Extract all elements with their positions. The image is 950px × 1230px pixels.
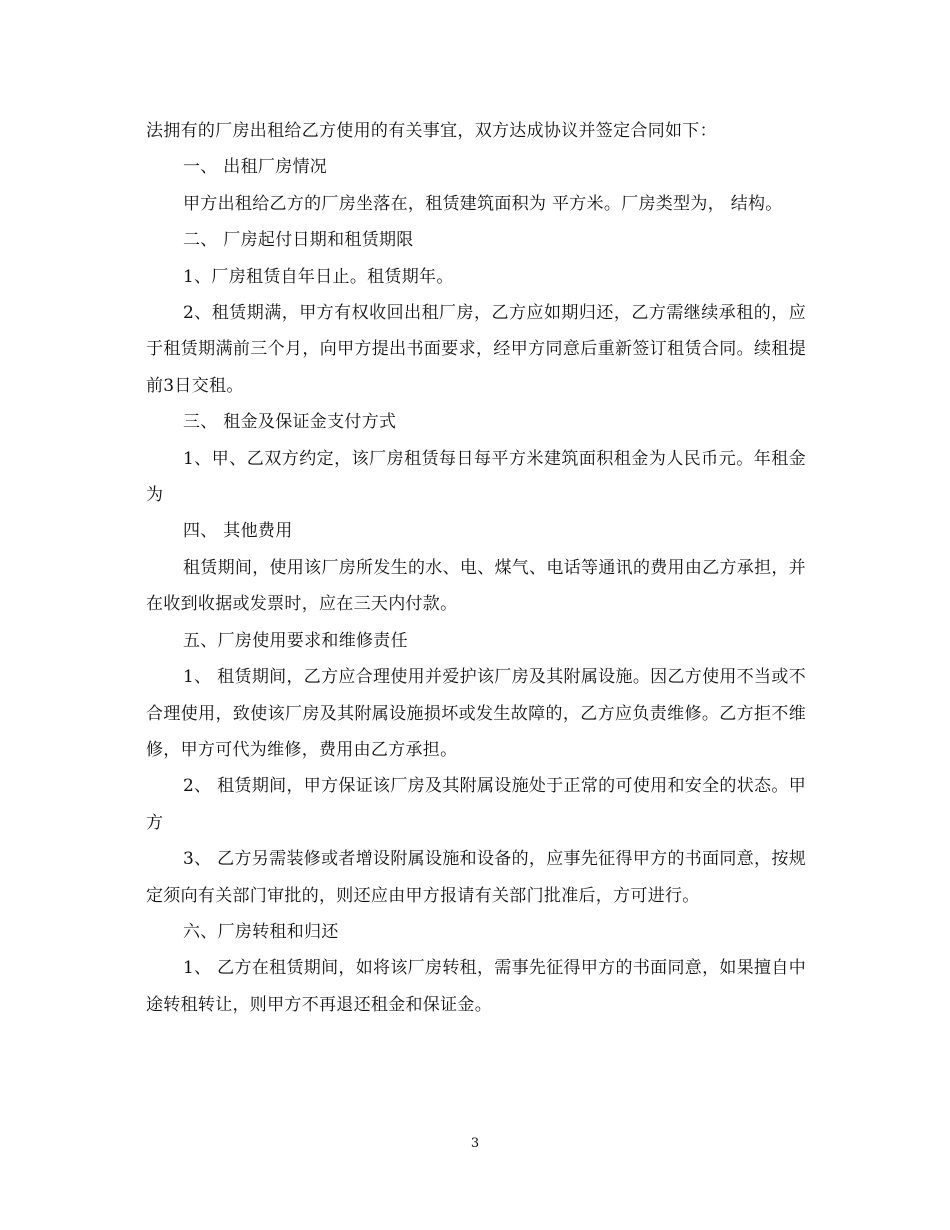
section-heading-4: 四、 其他费用 — [183, 521, 293, 542]
clause-2-1: 1、厂房租赁自年日止。租赁期年。 — [183, 266, 454, 287]
section-heading-6: 六、厂房转租和归还 — [183, 921, 339, 942]
section-heading-3: 三、 租金及保证金支付方式 — [183, 412, 397, 433]
section-heading-2: 二、 厂房起付日期和租赁期限 — [183, 230, 414, 251]
clause-2-2: 2、租赁期满，甲方有权收回出租厂房，乙方应如期归还，乙方需继续承租的，应于租赁期满前三个月，向甲方提出书面要求，经甲方同意后重新签订租赁合同。续租提前3日交租。 — [146, 303, 806, 396]
paragraph-premises: 甲方出租给乙方的厂房坐落在，租赁建筑面积为 平方米。厂房类型为， 结构。 — [183, 193, 783, 214]
document-body — [146, 113, 806, 1023]
clause-5-2: 2、 租赁期间，甲方保证该厂房及其附属设施处于正常的可使用和安全的状态。甲方 — [146, 776, 806, 833]
page-number: 3 — [470, 1136, 480, 1151]
clause-5-1: 1、 租赁期间，乙方应合理使用并爱护该厂房及其附属设施。因乙方使用不当或不合理使用，致使该厂房及其附属设施损坏或发生故障的，乙方应负责维修。乙方拒不维修，甲方可代为维修，费用由乙方承担。 — [146, 667, 806, 760]
paragraph-intro: 法拥有的厂房出租给乙方使用的有关事宜，双方达成协议并签定合同如下： — [146, 121, 717, 141]
section-heading-5: 五、厂房使用要求和维修责任 — [183, 630, 408, 651]
clause-5-3: 3、 乙方另需装修或者增设附属设施和设备的，应事先征得甲方的书面同意，按规定须向有关部门审批的，则还应由甲方报请有关部门批准后，方可进行。 — [146, 849, 806, 906]
paragraph-other-fees: 租赁期间，使用该厂房所发生的水、电、煤气、电话等通讯的费用由乙方承担，并在收到收据或发票时，应在三天内付款。 — [146, 557, 806, 615]
clause-6-1: 1、 乙方在租赁期间，如将该厂房转租，需事先征得甲方的书面同意，如果擅自中途转租转让，则甲方不再退还租金和保证金。 — [146, 958, 806, 1015]
section-heading-1: 一、 出租厂房情况 — [183, 157, 328, 178]
clause-3-1: 1、甲、乙双方约定，该厂房租赁每日每平方米建筑面积租金为人民币元。年租金为 — [146, 448, 806, 506]
